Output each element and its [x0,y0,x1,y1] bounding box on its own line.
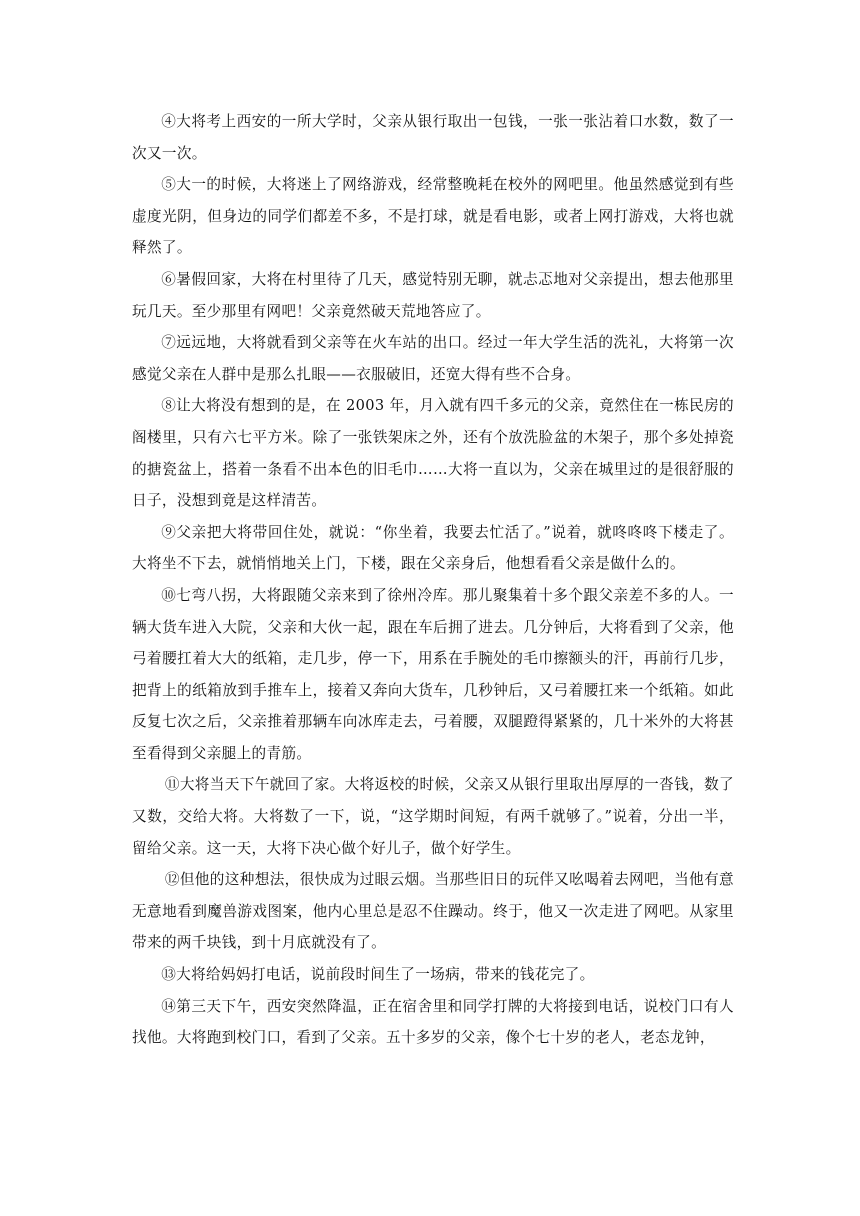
document-page [132,106,734,1054]
paragraph-5: ⑤大一的时候，大将迷上了网络游戏，经常整晚耗在校外的网吧里。他虽然感觉到有些虚度光阴，但身边的同学们都差不多，不是打球，就是看电影，或者上网打游戏，大将也就释然了。 [132,176,734,257]
paragraph-11: ⑪大将当天下午就回了家。大将返校的时候，父亲又从银行里取出厚厚的一沓钱，数了又数，交给大将。大将数了一下，说，“这学期时间短，有两千就够了。”说着，分出一半，留给父亲。这一天，大将下决心做个好儿子，做个好学生。 [132,776,734,857]
paragraph-7: ⑦远远地，大将就看到父亲等在火车站的出口。经过一年大学生活的洗礼，大将第一次感觉父亲在人群中是那么扎眼——衣服破旧，还宽大得有些不合身。 [132,334,734,383]
paragraph-8: ⑧让大将没有想到的是，在 2003 年，月入就有四千多元的父亲，竟然住在一栋民房的阁楼里，只有六七平方米。除了一张铁架床之外，还有个放洗脸盆的木架子，那个多处掉瓷的搪瓷盆上，搭着一条看不出本色的旧毛巾……大将一直以为，父亲在城里过的是很舒服的日子，没想到竟是这样清苦。 [132,397,734,510]
paragraph-14: ⑭第三天下午，西安突然降温，正在宿舍里和同学打牌的大将接到电话，说校门口有人找他。大将跑到校门口，看到了父亲。五十多岁的父亲，像个七十岁的老人，老态龙钟， [132,997,734,1047]
paragraph-12: ⑫但他的这种想法，很快成为过眼云烟。当那些旧日的玩伴又吆喝着去网吧，当他有意无意地看到魔兽游戏图案，他内心里总是忍不住躁动。终于，他又一次走进了网吧。从家里带来的两千块钱，到十月底就没有了。 [132,871,734,952]
paragraph-13: ⑬大将给妈妈打电话，说前段时间生了一场病，带来的钱花完了。 [161,966,595,984]
paragraph-4: ④大将考上西安的一所大学时，父亲从银行取出一包钱，一张一张沾着口水数，数了一次又一次。 [132,113,734,162]
paragraph-9: ⑨父亲把大将带回住处，就说：“你坐着，我要去忙活了。”说着，就咚咚咚下楼走了。大将坐不下去，就悄悄地关上门，下楼，跟在父亲身后，他想看看父亲是做什么的。 [132,523,734,573]
paragraph-6: ⑥暑假回家，大将在村里待了几天，感觉特别无聊，就忐忑地对父亲提出，想去他那里玩几天。至少那里有网吧！父亲竟然破天荒地答应了。 [132,270,734,320]
paragraph-10: ⑩七弯八拐，大将跟随父亲来到了徐州冷库。那儿聚集着十多个跟父亲差不多的人。一辆大货车进入大院，父亲和大伙一起，跟在车后拥了进去。几分钟后，大将看到了父亲，他弓着腰扛着大大的纸箱，走几步，停一下，用系在手腕处的毛巾擦额头的汗，再前行几步，把背上的纸箱放到手推车上，接着又奔向大货车，几秒钟后，又弓着腰扛来一个纸箱。如此反复七次之后，父亲推着那辆车向冰库走去，弓着腰，双腿蹬得紧紧的，几十米外的大将甚至看得到父亲腿上的青筋。 [132,586,734,762]
